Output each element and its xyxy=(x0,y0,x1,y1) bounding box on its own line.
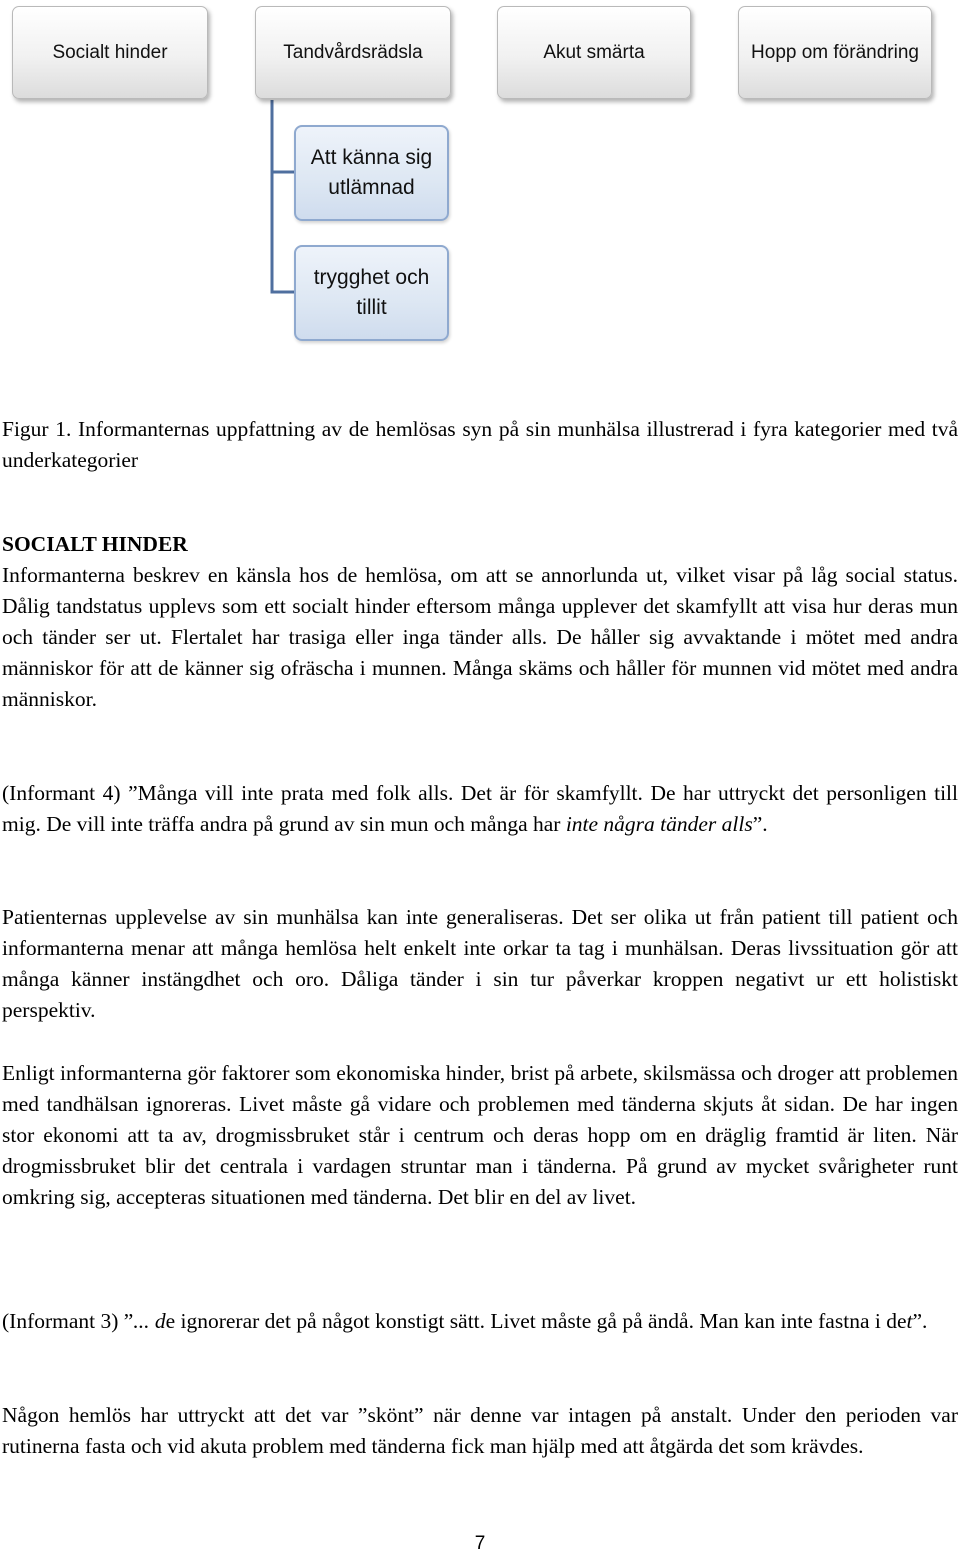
quote-2-intro: (Informant 3) ” xyxy=(2,1309,134,1333)
paragraph-2: Patienternas upplevelse av sin munhälsa kan inte generaliseras. Det ser olika ut från patient till patient och informanterna menar att många hemlösa helt enkelt inte orkar ta tag i munhälsan. Deras livssituation gör att många känner instängdhet och oro. Dåliga tänder i sin tur påverkar kroppen negativt ur ett holistiskt perspektiv. xyxy=(2,905,958,1022)
category-diagram xyxy=(0,0,960,360)
quote-1-end: ”. xyxy=(752,812,768,836)
quote-informant-3 xyxy=(2,1306,958,1337)
quote-2-text: e ignorerar det på något konstigt sätt. Livet måste gå på ändå. Man kan inte fastna i de xyxy=(165,1309,907,1333)
quote-1-italic: inte några tänder alls xyxy=(565,812,753,836)
subcategory-att-kanna-sig-utlamnad: Att känna sig utlämnad xyxy=(294,125,449,221)
category-hopp-om-forandring: Hopp om förändring xyxy=(738,6,932,99)
quote-informant-4 xyxy=(2,778,958,840)
figure-caption: Figur 1. Informanternas uppfattning av de hemlösas syn på sin munhälsa illustrerad i fyra kategorier med två underkategorier xyxy=(2,417,958,472)
category-akut-smarta: Akut smärta xyxy=(497,6,691,99)
paragraph-3: Enligt informanterna gör faktorer som ekonomiska hinder, brist på arbete, skilsmässa och droger att problemen med tandhälsan ignoreras. Livet måste gå vidare och problemen med tänderna skjuts åt sidan. De har ingen stor ekonomi att ta av, drogmissbruket står i centrum och deras hopp om en dräglig framtid är liten. När drogmissbruket blir det centrala i vardagen struntar man i tänderna. På grund av mycket svårigheter runt omkring sig, accepteras situationen med tänderna. Det blir en del av livet. xyxy=(2,1061,958,1209)
page-number: 7 xyxy=(474,1533,486,1554)
subcategory-trygghet-och-tillit: trygghet och tillit xyxy=(294,245,449,341)
category-tandvardsradsla: Tandvårdsrädsla xyxy=(255,6,451,99)
paragraph-1: Informanterna beskrev en känsla hos de hemlösa, om att se annorlunda ut, vilket visar på låg social status. Dålig tandstatus upplevs som ett socialt hinder eftersom många upplever det skamfyllt att visa hur deras mun och tänder ser ut. Flertalet har trasiga eller inga tänder alls. De håller sig avvaktande i mötet med andra människor för att de känner sig ofräscha i munnen. Många skäms och håller för munnen vid mötet med andra människor. xyxy=(2,563,958,711)
section-heading: SOCIALT HINDER xyxy=(2,532,188,556)
paragraph-4: Någon hemlös har uttryckt att det var ”skönt” när denne var intagen på anstalt. Under den perioden var rutinerna fasta och vid akuta problem med tänderna fick man hjälp med att åtgärda det som krävdes. xyxy=(2,1403,958,1458)
quote-2-italic-start: ... d xyxy=(133,1309,166,1333)
quote-1-text: (Informant 4) ”Många vill inte prata med folk alls. Det är för skamfyllt. De har uttryckt det personligen till mig. De vill inte träffa andra på grund av sin mun och många har xyxy=(2,781,958,836)
quote-2-end: ”. xyxy=(912,1309,928,1333)
category-socialt-hinder: Socialt hinder xyxy=(12,6,208,99)
quote-2-italic-end: t xyxy=(906,1309,913,1333)
